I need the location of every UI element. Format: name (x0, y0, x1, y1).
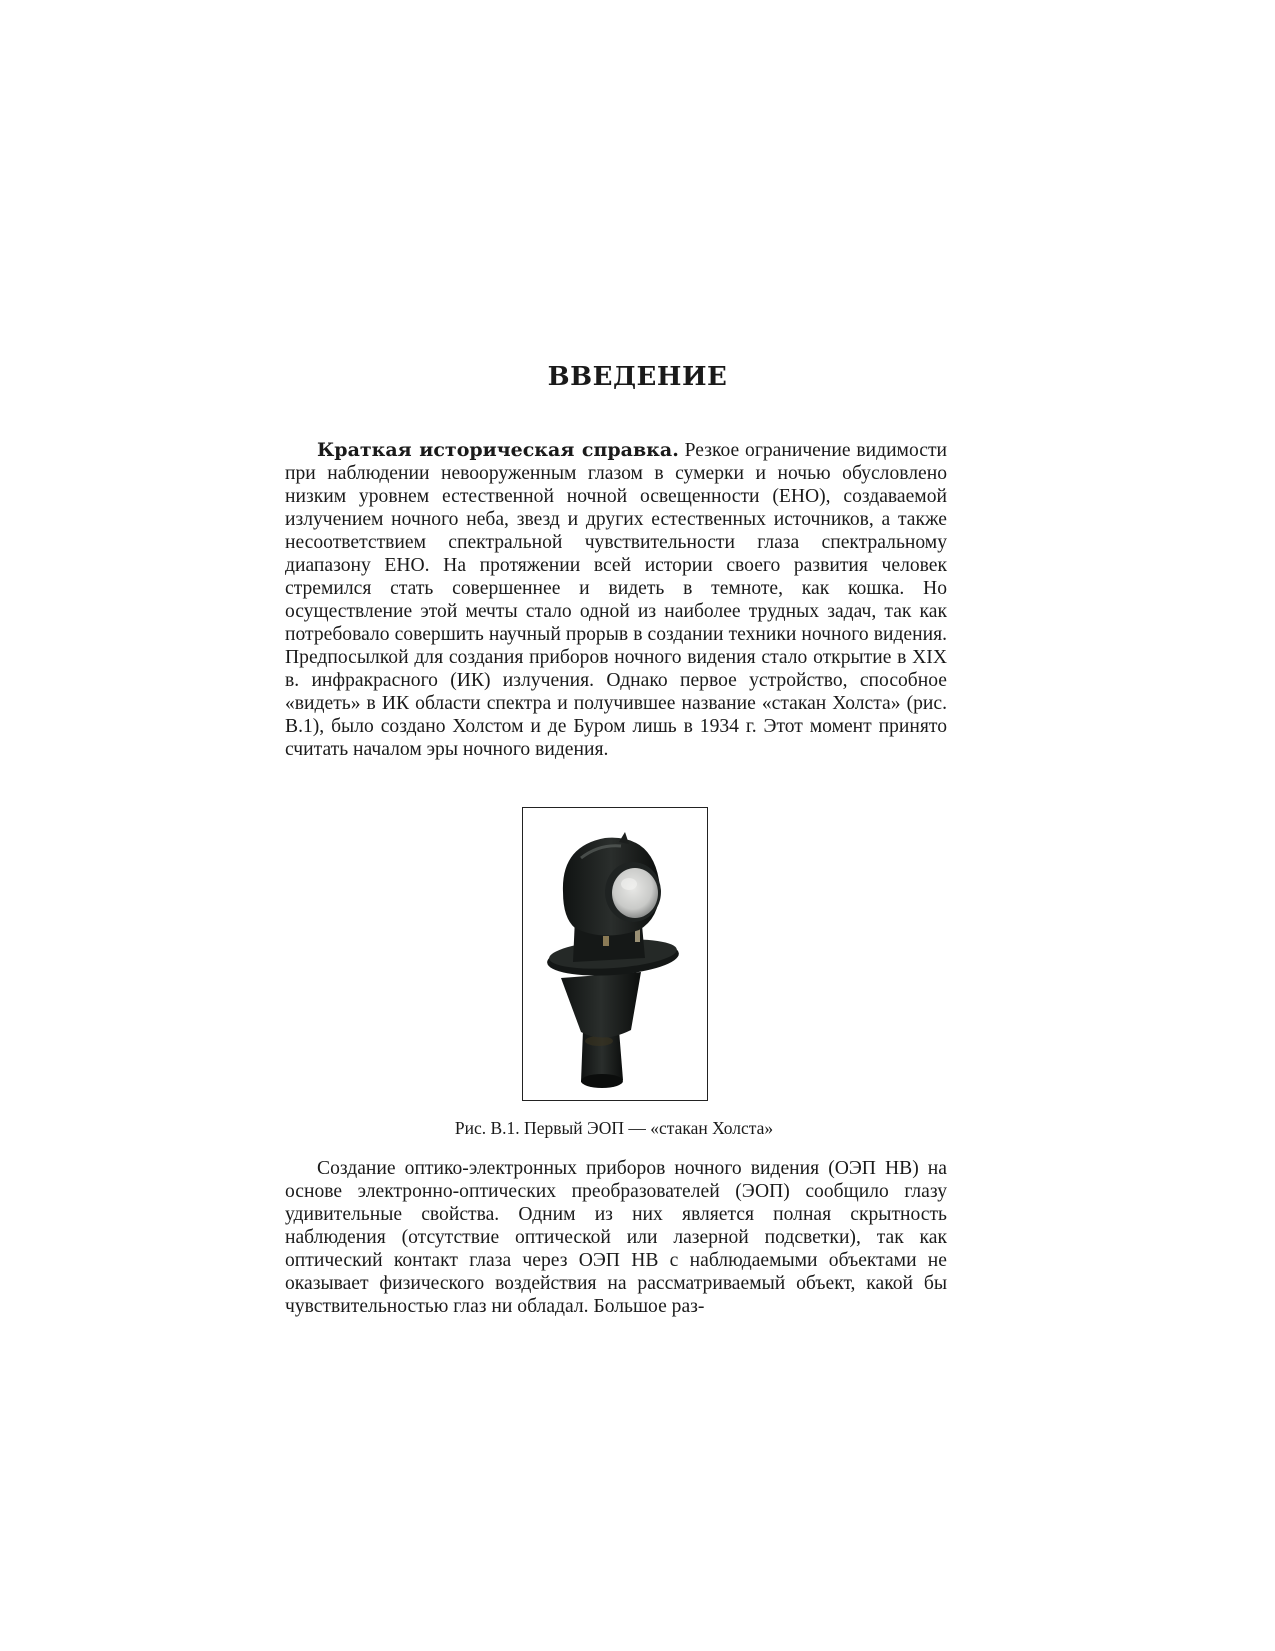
intro-text: Резкое ограничение видимости при наблюдении невооруженным глазом в сумерки и ночью обусловлено низким уровнем естественной ночной освещенности (ЕНО), создаваемой излучением ночного неба, звезд и других естественных источников, а также несоответствием спектральной чувствительности глаза спектральному диапазону ЕНО. На протяжении всей истории своего развития человек стремился стать совершеннее и видеть в темноте, как кошка. Но осуществление этой мечты стало одной из наиболее трудных задач, так как потребовало совершить научный прорыв в создании техники ночного видения. Предпосылкой для создания приборов ночного видения стало открытие в XIX в. инфракрасного (ИК) излучения. Однако первое устройство, способное «видеть» в ИК области спектра и получившее название «стакан Холста» (рис. В.1), было создано Холстом и де Буром лишь в 1934 г. Этот момент принято считать началом эры ночного видения. (285, 440, 947, 760)
chapter-heading: ВВЕДЕНИЕ (547, 362, 728, 392)
body-paragraph: Создание оптико-электронных приборов ночного видения (ОЭП НВ) на основе электронно-оптических преобразователей (ЭОП) сообщило глазу удивительные свойства. Одним из них является полная скрытность наблюдения (отсутствие оптической или лазерной подсветки), так как оптический контакт глаза через ОЭП НВ с наблюдаемыми объектами не оказывает физического воздействия на рассматриваемый объект, какой бы чувствительностью глаз ни обладал. Большое раз- (285, 1158, 947, 1317)
figure-caption: Рис. В.1. Первый ЭОП — «стакан Холста» (454, 1118, 774, 1138)
intro-lead: Краткая историческая справка. (317, 439, 679, 461)
figure-holst-cup (522, 807, 708, 1101)
holst-cup-photo (523, 808, 707, 1100)
intro-paragraph (285, 439, 947, 761)
